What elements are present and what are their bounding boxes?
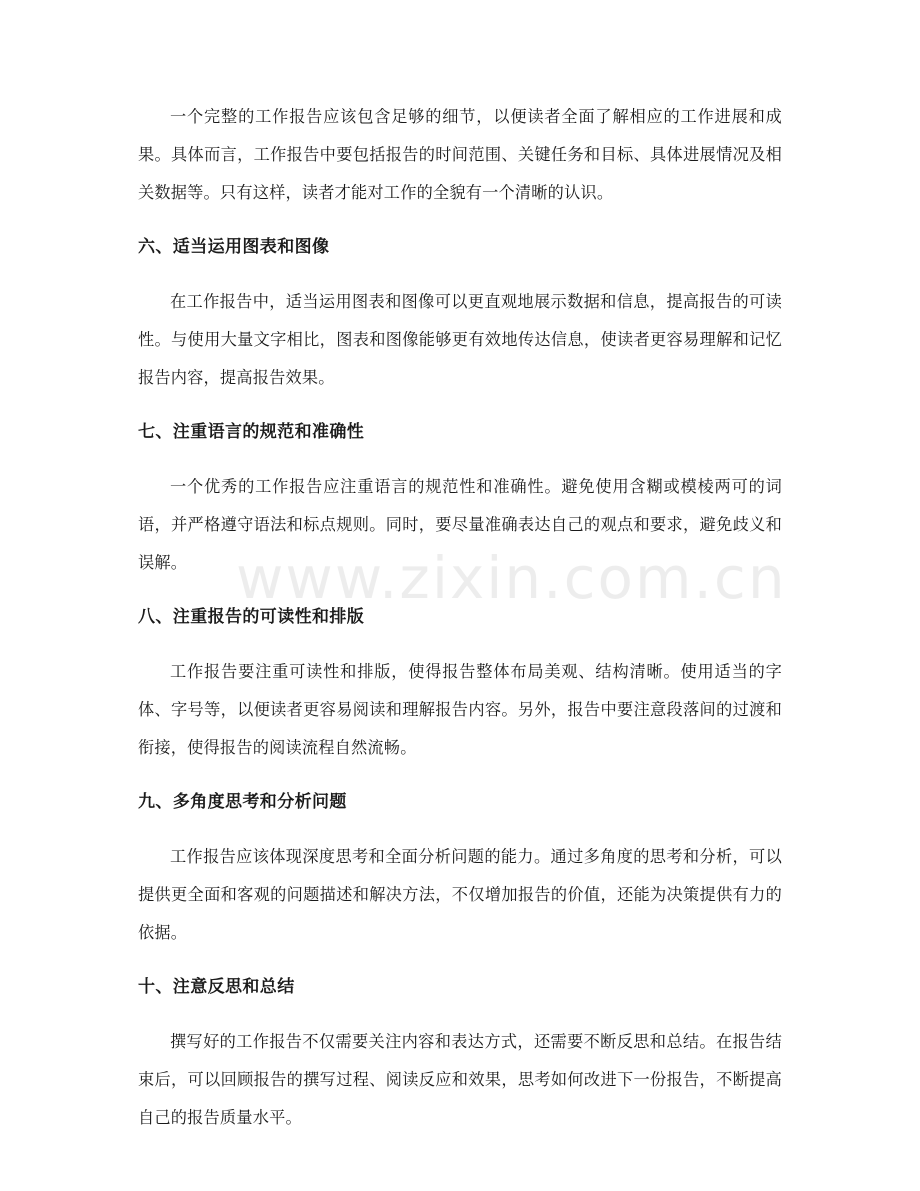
section-heading-7: 七、注重语言的规范和准确性 bbox=[138, 422, 365, 442]
section-paragraph-9: 工作报告应该体现深度思考和全面分析问题的能力。通过多角度的思考和分析，可以提供更全面和客观的问题描述和解决方法，不仅增加报告的价值，还能为决策提供有力的依据。 bbox=[138, 847, 782, 942]
section-paragraph-10: 撰写好的工作报告不仅需要关注内容和表达方式，还需要不断反思和总结。在报告结束后，可以回顾报告的撰写过程、阅读反应和效果，思考如何改进下一份报告，不断提高自己的报告质量水平。 bbox=[138, 1032, 782, 1127]
section-heading-10: 十、注意反思和总结 bbox=[138, 977, 295, 997]
section-heading-8: 八、注重报告的可读性和排版 bbox=[138, 607, 365, 627]
section-heading-9: 九、多角度思考和分析问题 bbox=[138, 792, 347, 812]
document-body bbox=[138, 98, 782, 1137]
section-paragraph-7: 一个优秀的工作报告应注重语言的规范性和准确性。避免使用含糊或模棱两可的词语，并严格遵守语法和标点规则。同时，要尽量准确表达自己的观点和要求，避免歧义和误解。 bbox=[138, 477, 782, 572]
section-paragraph-8: 工作报告要注重可读性和排版，使得报告整体布局美观、结构清晰。使用适当的字体、字号等，以便读者更容易阅读和理解报告内容。另外，报告中要注意段落间的过渡和衔接，使得报告的阅读流程自然流畅。 bbox=[138, 662, 782, 757]
watermark-text: www.zixin.com.cn bbox=[236, 544, 787, 612]
section-heading-6: 六、适当运用图表和图像 bbox=[138, 237, 330, 257]
intro-paragraph: 一个完整的工作报告应该包含足够的细节，以便读者全面了解相应的工作进展和成果。具体而言，工作报告中要包括报告的时间范围、关键任务和目标、具体进展情况及相关数据等。只有这样，读者才能对工作的全貌有一个清晰的认识。 bbox=[138, 107, 782, 202]
section-paragraph-6: 在工作报告中，适当运用图表和图像可以更直观地展示数据和信息，提高报告的可读性。与使用大量文字相比，图表和图像能够更有效地传达信息，使读者更容易理解和记忆报告内容，提高报告效果。 bbox=[138, 292, 782, 387]
